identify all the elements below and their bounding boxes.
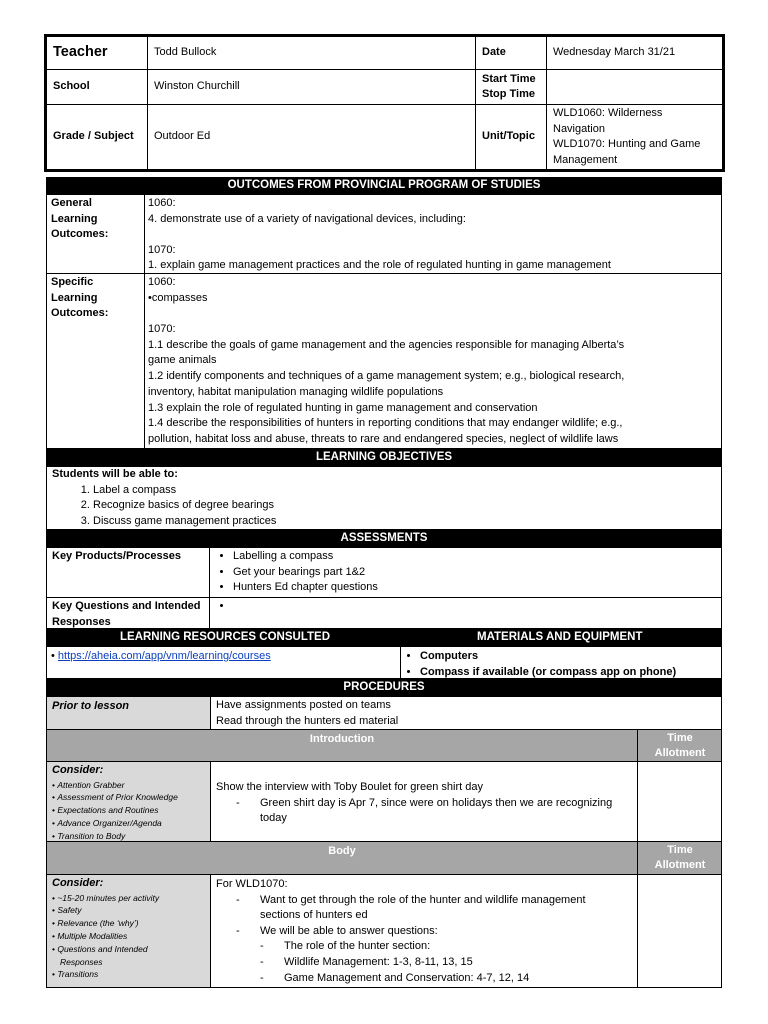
text-line: 1060: [148,197,176,209]
start-stop-value [547,70,724,105]
product-item: • Get your bearings part 1&2 [233,565,733,581]
objectives-section [46,466,722,530]
teacher-label: Teacher [46,36,148,70]
date-label: Date [476,36,547,70]
text-line: 1.3 explain the role of regulated hunting in game management and conservation [148,401,538,414]
material-item: • Computers [420,649,730,665]
tip-item: • Transition to Body [52,830,207,843]
text-line: 1.2 identify components and techniques of a game management system; e.g., biological research, [148,370,625,383]
specific-outcomes-text [148,275,720,448]
text-line: today [260,812,287,825]
unit-line: Navigation [553,122,605,135]
label-line: Allotment [654,859,706,871]
introduction-band [46,729,722,762]
text-line: •compasses [148,291,208,304]
tip-item: • Attention Grabber [52,779,207,792]
introduction-row [46,761,722,842]
question-item [233,599,733,615]
materials-list [403,649,730,680]
body-title: Body [328,845,356,857]
resources-title: LEARNING RESOURCES CONSULTED [46,629,399,646]
label-line: Specific [51,276,94,288]
text-line: sections of hunters ed [260,909,368,922]
text-line [148,306,720,322]
date-value: Wednesday March 31/21 [547,36,724,70]
tip-item: • Relevance (the ‘why’) [52,917,207,930]
label-line: Responses [52,615,111,628]
introduction-text [216,780,634,827]
tip-item: • ~15-20 minutes per activity [52,892,207,905]
prior-to-lesson-label: Prior to lesson [52,700,130,712]
objectives-list [47,483,721,530]
teacher-value: Todd Bullock [148,36,476,70]
key-products-row [46,547,722,598]
text-line: 1070: [148,243,176,256]
outcomes-title: OUTCOMES FROM PROVINCIAL PROGRAM OF STUDIES [46,177,722,194]
consider-tips [52,779,207,843]
start-stop-label [476,70,547,105]
prior-to-lesson-text [216,698,398,729]
text-line: Show the interview with Toby Boulet for green shirt day [216,781,483,793]
general-outcomes-label [51,196,141,243]
resources-row [46,646,722,679]
product-item: • Hunters Ed chapter questions [233,580,733,596]
school-label: School [46,70,148,105]
unit-line: Management [553,153,618,166]
text-line: 1.4 describe the responsibilities of hunters in reporting conditions that may endanger wildlife; e.g., [148,417,623,430]
label-line: Time [667,844,693,856]
specific-outcomes-label [51,275,141,322]
time-allotment-label [638,731,722,761]
unit-value [547,105,724,171]
label-line: Time [667,732,693,744]
sub-sub-points [236,939,634,986]
text-line: 1060: [148,276,176,288]
label-line: Key Questions and Intended [52,600,201,612]
tip-item: • Safety [52,904,207,917]
body-row [46,874,722,988]
objective-item: 3. Discuss game management practices [93,514,721,530]
label-line: Outcomes: [51,307,109,320]
grade-value: Outdoor Ed [148,105,476,171]
resource-link[interactable]: https://aheia.com/app/vnm/learning/courses [57,650,271,662]
text-line: 4. demonstrate use of a variety of navigational devices, including: [148,212,466,225]
body-band [46,841,722,875]
specific-outcomes-row [46,273,722,449]
label-line: Allotment [654,747,706,759]
procedures-title: PROCEDURES [46,679,722,696]
text-line: 1. explain game management practices and the role of regulated hunting in game management [148,259,611,272]
start-time-label: Start Time [482,73,536,85]
consider-label: Consider: [52,877,104,889]
label-line: Learning [51,291,98,304]
body-consider [52,876,207,981]
general-outcomes-text [148,196,718,274]
text-line: 1.1 describe the goals of game management and the agencies responsible for managing Alberta’s [148,338,625,351]
introduction-title: Introduction [309,733,375,745]
text-line: pollution, habitat loss and abuse, threats to rare and endangered species, neglect of wildlife laws [148,432,619,445]
text-line: We will be able to answer questions: [260,924,438,937]
product-item: • Labelling a compass [233,549,733,565]
key-questions-list [213,599,733,615]
material-item: • Compass if available (or compass app on phone) [420,665,730,681]
prior-to-lesson-row [46,696,722,730]
key-questions-label [52,599,207,630]
objectives-intro: Students will be able to: [52,468,178,480]
key-questions-row [46,597,722,629]
text-line: inventory, habitat manipulation managing wildlife populations [148,385,444,398]
tip-item: • Assessment of Prior Knowledge [52,791,207,804]
tip-item: • Advance Organizer/Agenda [52,817,207,830]
sub-point [216,796,634,827]
label-line: Learning [51,212,98,225]
consider-label: Consider: [52,764,104,776]
school-value: Winston Churchill [148,70,476,105]
lesson-header-table [44,34,725,172]
text-line: Game Management and Conservation: 4-7, 12, 14 [284,971,530,984]
stop-time-label: Stop Time [482,88,535,100]
text-line: Read through the hunters ed material [216,714,399,727]
label-line: General [51,197,92,209]
tip-item-continuation: Responses [60,956,103,967]
label-line: Outcomes: [51,228,109,241]
tip-item: • Expectations and Routines [52,804,207,817]
text-line: Want to get through the role of the hunter and wildlife management [260,893,586,906]
introduction-consider [52,763,207,843]
resource-link-item: • https://aheia.com/app/vnm/learning/courses [51,650,271,662]
unit-label: Unit/Topic [476,105,547,171]
text-line: Have assignments posted on teams [216,699,391,711]
objectives-title: LEARNING OBJECTIVES [46,449,722,466]
tip-item: • Questions and Intended [52,943,207,956]
text-line: For WLD1070: [216,878,288,890]
text-line [148,227,718,243]
objective-item: 2. Recognize basics of degree bearings [93,498,721,514]
assessments-title: ASSESSMENTS [46,530,722,547]
grade-label: Grade / Subject [46,105,148,171]
body-text [216,877,634,986]
text-line: 1070: [148,323,176,336]
tip-item: • Transitions [52,968,207,981]
time-allotment-label [638,843,722,873]
text-line: game animals [148,354,217,367]
consider-tips [52,892,207,982]
key-products-list [213,549,733,596]
tip-item: • Multiple Modalities [52,930,207,943]
text-line: The role of the hunter section: [284,940,431,953]
objective-item: 1. Label a compass [93,483,721,499]
general-outcomes-row [46,194,722,274]
unit-line: WLD1060: Wilderness [553,107,663,119]
text-line: Green shirt day is Apr 7, since were on holidays then we are recognizing [260,796,613,809]
sub-point [216,893,634,987]
unit-line: WLD1070: Hunting and Game [553,138,701,150]
text-line: Wildlife Management: 1-3, 8-11, 13, 15 [284,955,473,968]
key-products-label: Key Products/Processes [52,550,182,562]
materials-title: MATERIALS AND EQUIPMENT [399,629,722,646]
